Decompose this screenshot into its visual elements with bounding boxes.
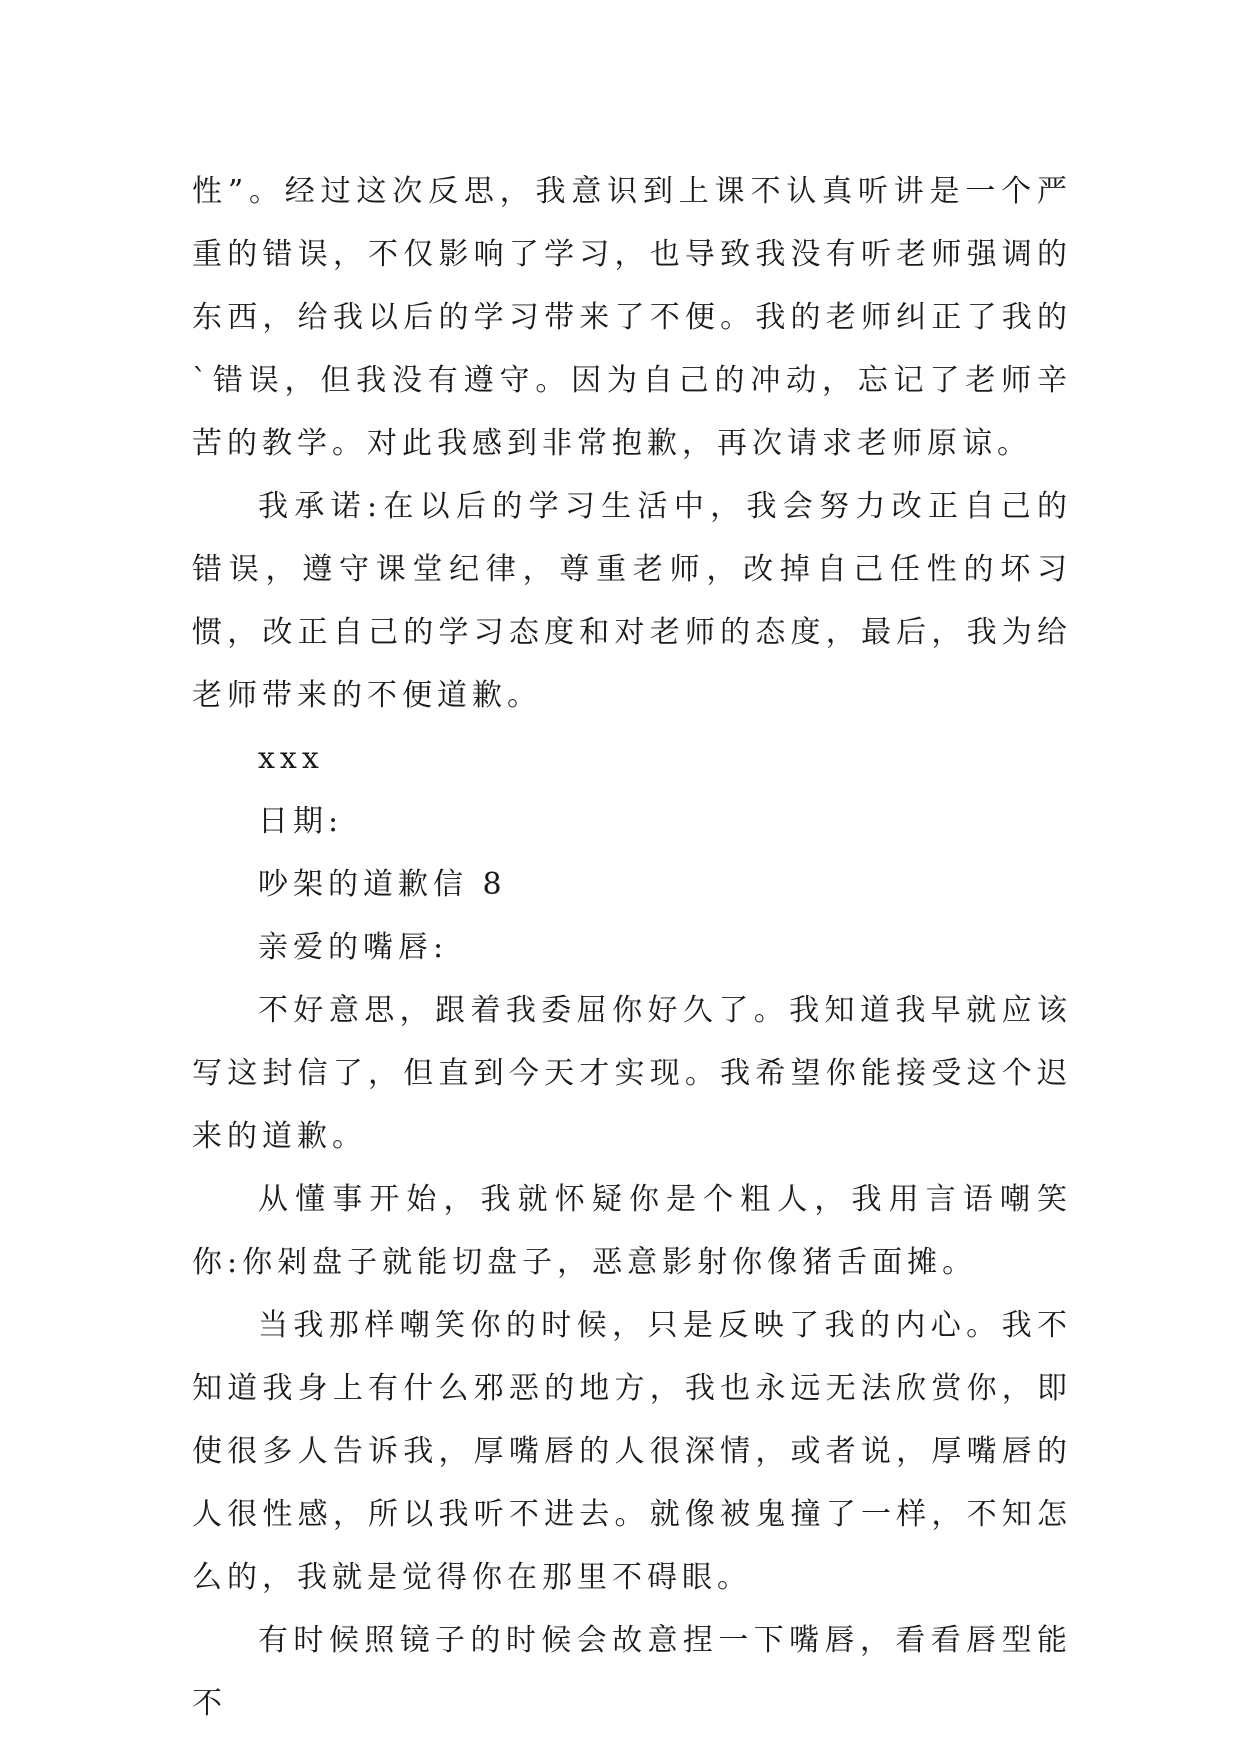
section-heading: 吵架的道歉信 8 xyxy=(258,867,507,902)
salutation: 亲爱的嘴唇: xyxy=(258,930,449,965)
signature-name: xxx xyxy=(258,741,324,776)
date-line: 日期: xyxy=(258,804,344,839)
letter-body xyxy=(192,160,1072,1735)
paragraph-apology: 不好意思，跟着我委屈你好久了。我知道我早就应该写这封信了，但直到今天才实现。我希望你能接受这个迟来的道歉。 xyxy=(192,993,1072,1154)
paragraph-reflection: 当我那样嘲笑你的时候，只是反映了我的内心。我不知道我身上有什么邪恶的地方，我也永远无法欣赏你，即使很多人告诉我，厚嘴唇的人很深情，或者说，厚嘴唇的人很性感，所以我听不进去。就像被鬼撞了一样，不知怎么的，我就是觉得你在那里不碍眼。 xyxy=(192,1308,1072,1595)
paragraph-promise: 我承诺:在以后的学习生活中，我会努力改正自己的错误，遵守课堂纪律，尊重老师，改掉自己任性的坏习惯，改正自己的学习态度和对老师的态度，最后，我为给老师带来的不便道歉。 xyxy=(192,489,1072,713)
paragraph-continuation: 性”。经过这次反思，我意识到上课不认真听讲是一个严重的错误，不仅影响了学习，也导致我没有听老师强调的东西，给我以后的学习带来了不便。我的老师纠正了我的`错误，但我没有遵守。因为自己的冲动，忘记了老师辛苦的教学。对此我感到非常抱歉，再次请求老师原谅。 xyxy=(192,174,1072,461)
paragraph-mockery: 从懂事开始，我就怀疑你是个粗人，我用言语嘲笑你:你剁盘子就能切盘子，恶意影射你像猪舌面摊。 xyxy=(192,1182,1072,1280)
paragraph-mirror: 有时候照镜子的时候会故意捏一下嘴唇，看看唇型能不 xyxy=(192,1623,1072,1721)
